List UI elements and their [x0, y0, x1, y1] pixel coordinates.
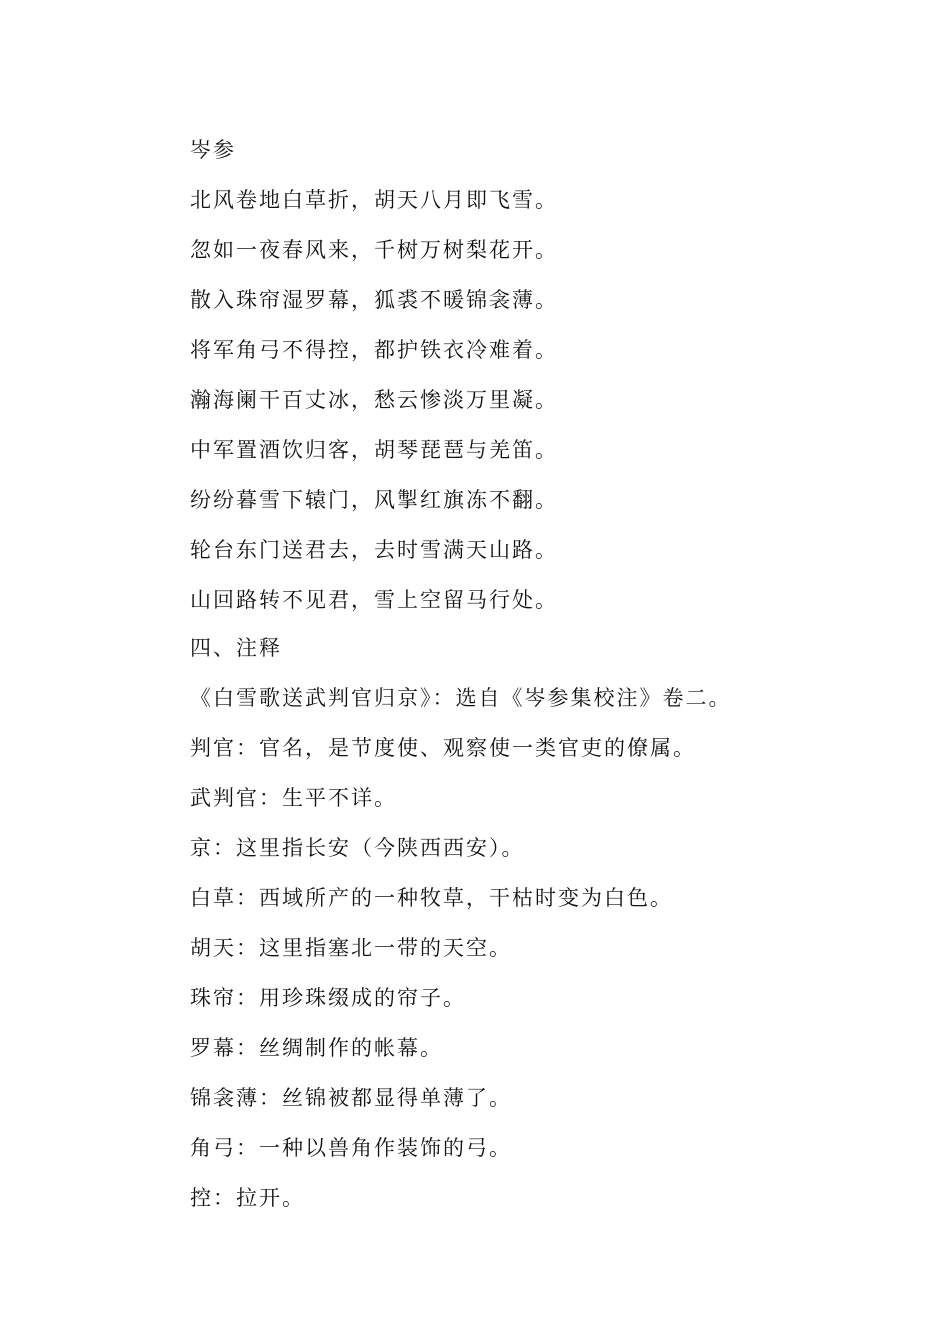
poem-line: 纷纷暮雪下辕门，风掣红旗冻不翻。 [190, 488, 558, 512]
note-item: 锦衾薄：丝锦被都显得单薄了。 [190, 1086, 512, 1110]
poem-line: 散入珠帘湿罗幕，狐裘不暖锦衾薄。 [190, 288, 558, 312]
note-item: 珠帘：用珍珠缀成的帘子。 [190, 986, 466, 1010]
poem-line: 北风卷地白草折，胡天八月即飞雪。 [190, 188, 558, 212]
poem-line: 将军角弓不得控，都护铁衣冷难着。 [190, 338, 558, 362]
note-item: 控：拉开。 [190, 1186, 305, 1210]
note-item: 白草：西域所产的一种牧草，干枯时变为白色。 [190, 886, 673, 910]
poem-line: 中军置酒饮归客，胡琴琵琶与羌笛。 [190, 438, 558, 462]
note-item: 《白雪歌送武判官归京》：选自《岑参集校注》卷二。 [190, 686, 732, 710]
poem-line: 山回路转不见君，雪上空留马行处。 [190, 588, 558, 612]
section-heading: 四、注释 [190, 636, 282, 660]
note-item: 判官：官名，是节度使、观察使一类官吏的僚属。 [190, 736, 696, 760]
note-item: 角弓：一种以兽角作装饰的弓。 [190, 1136, 512, 1160]
note-item: 武判官：生平不详。 [190, 786, 397, 810]
poem-line: 忽如一夜春风来，千树万树梨花开。 [190, 238, 558, 262]
poem-line: 轮台东门送君去，去时雪满天山路。 [190, 538, 558, 562]
poem-author: 岑参 [190, 138, 236, 162]
poem-line: 瀚海阑干百丈冰，愁云惨淡万里凝。 [190, 388, 558, 412]
note-item: 罗幕：丝绸制作的帐幕。 [190, 1036, 443, 1060]
note-item: 京：这里指长安（今陕西西安）。 [190, 836, 525, 860]
note-item: 胡天：这里指塞北一带的天空。 [190, 936, 512, 960]
